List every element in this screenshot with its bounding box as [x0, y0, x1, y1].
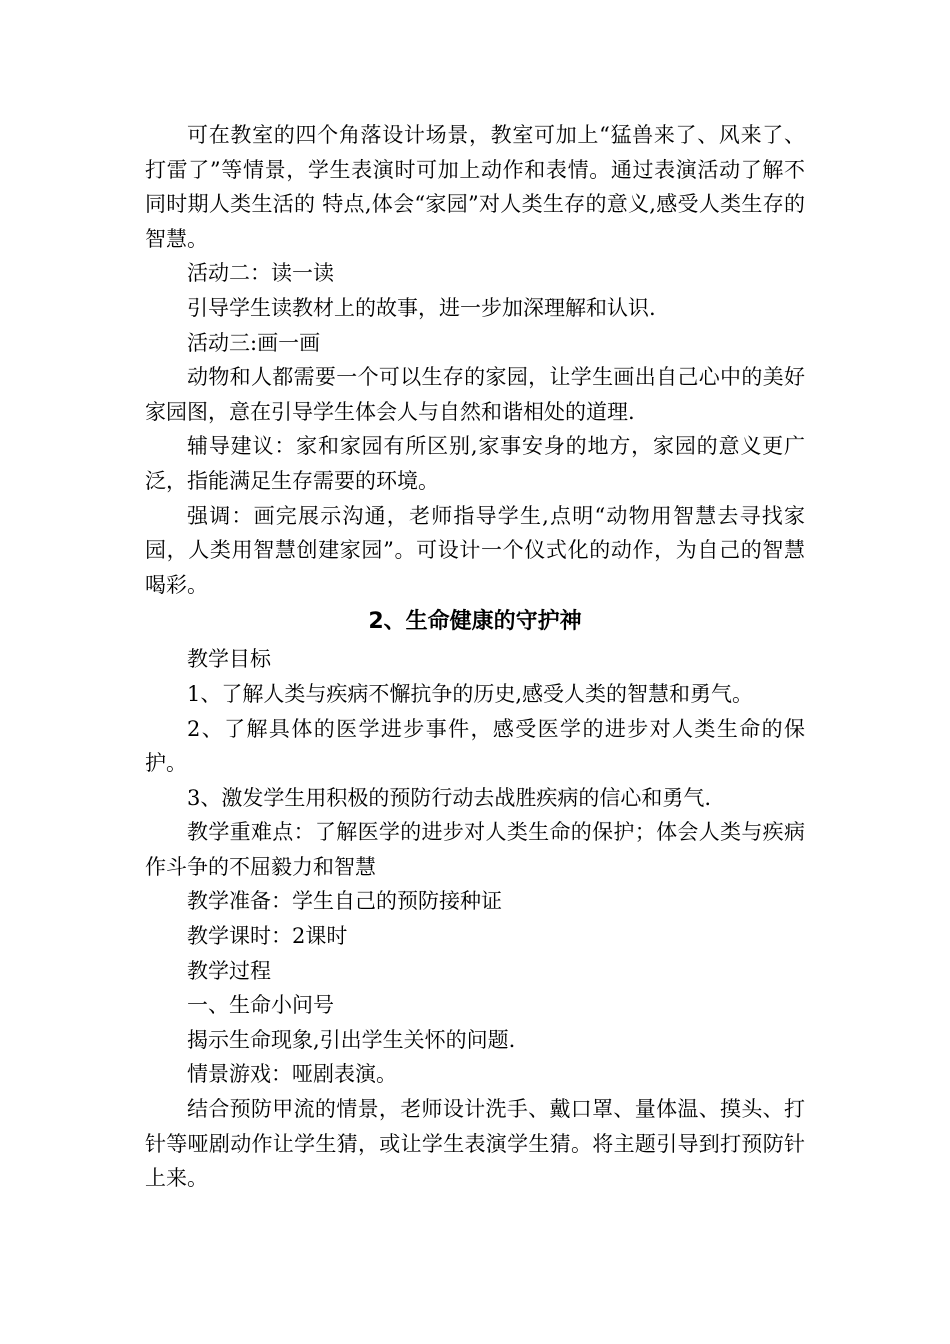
paragraph: 1、了解人类与疾病不懈抗争的历史,感受人类的智慧和勇气。 — [187, 681, 754, 706]
paragraph: 教学过程 — [187, 958, 271, 983]
paragraph: 活动三:画一画 — [187, 330, 321, 355]
document-page — [145, 118, 805, 1196]
paragraph: 教学目标 — [187, 647, 271, 672]
paragraph: 教学重难点：了解医学的进步对人类生命的保护；体会人类与疾病作斗争的不屈毅力和智慧 — [145, 820, 805, 879]
section-title: 2、生命健康的守护神 — [368, 609, 582, 635]
paragraph: 情景游戏：哑剧表演。 — [187, 1062, 397, 1087]
paragraph: 辅导建议：家和家园有所区别,家事安身的地方，家园的意义更广泛，指能满足生存需要的环境。 — [145, 434, 805, 493]
paragraph: 活动二：读一读 — [187, 261, 334, 286]
paragraph: 结合预防甲流的情景，老师设计洗手、戴口罩、量体温、摸头、打针等哑剧动作让学生猜，或让学生表演学生猜。将主题引导到打预防针上来。 — [145, 1097, 805, 1191]
paragraph: 2、了解具体的医学进步事件，感受医学的进步对人类生命的保护。 — [145, 716, 805, 776]
paragraph: 动物和人都需要一个可以生存的家园，让学生画出自己心中的美好家园图，意在引导学生体会人与自然和谐相处的道理. — [145, 365, 805, 424]
paragraph: 3、激发学生用积极的预防行动去战胜疾病的信心和勇气. — [187, 785, 712, 810]
paragraph: 引导学生读教材上的故事，进一步加深理解和认识. — [187, 295, 656, 320]
paragraph: 一、生命小问号 — [187, 993, 334, 1018]
paragraph: 揭示生命现象,引出学生关怀的问题. — [187, 1027, 516, 1052]
paragraph: 教学课时：2课时 — [187, 924, 348, 949]
paragraph: 可在教室的四个角落设计场景，教室可加上“猛兽来了、风来了、打雷了”等情景，学生表演时可加上动作和表情。通过表演活动了解不同时期人类生活的 特点,体会“家园”对人类生存的意义,感受人类生存的智慧。 — [145, 123, 805, 251]
paragraph: 教学准备：学生自己的预防接种证 — [187, 889, 502, 914]
paragraph: 强调：画完展示沟通，老师指导学生,点明“动物用智慧去寻找家园，人类用智慧创建家园”。可设计一个仪式化的动作，为自己的智慧喝彩。 — [145, 503, 805, 597]
